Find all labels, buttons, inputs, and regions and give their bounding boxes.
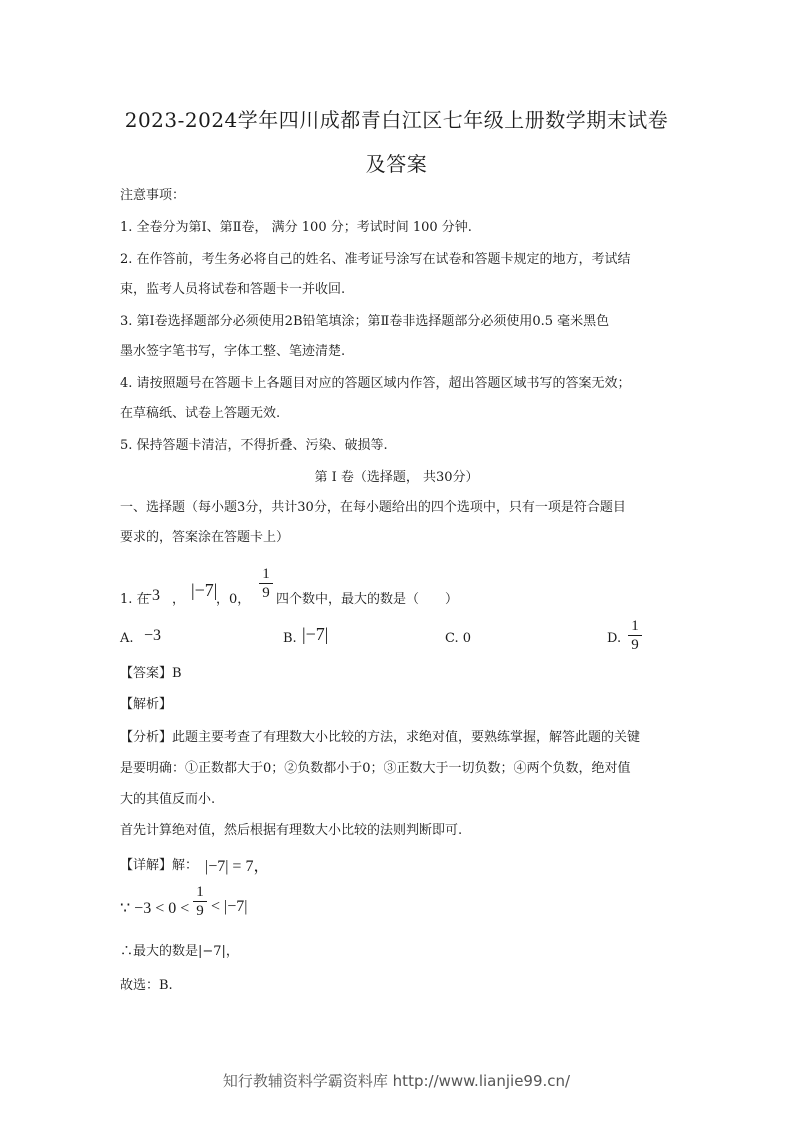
notice-item-5: 5. 保持答题卡清洁，不得折叠、污染、破损等. bbox=[120, 438, 388, 453]
therefore-line: ∴最大的数是|−7|， bbox=[120, 944, 239, 959]
analysis-heading: 【解析】 bbox=[120, 697, 173, 712]
page-title-line2: 及答案 bbox=[365, 152, 428, 176]
analysis-line-4: 首先计算绝对值，然后根据有理数大小比较的法则判断即可. bbox=[120, 823, 463, 838]
because-expression: ∵ −3 < 0 < bbox=[120, 900, 190, 917]
option-d-label: D. bbox=[607, 631, 622, 646]
choice-line: 故选：B. bbox=[120, 978, 173, 993]
fraction-numerator: 1 bbox=[262, 566, 270, 582]
question-1-comma-zero: ，0， bbox=[216, 592, 251, 607]
option-b-value: |−7| bbox=[302, 624, 329, 644]
because-expression-end: < |−7| bbox=[211, 898, 248, 915]
fraction-numerator: 1 bbox=[196, 884, 204, 900]
fraction-bar bbox=[193, 901, 207, 902]
fraction-numerator: 1 bbox=[631, 618, 639, 634]
question-1-abs: |−7| bbox=[191, 580, 218, 600]
question-1-num-neg3: −3 bbox=[143, 587, 161, 604]
notice-item-2a: 2. 在作答前，考生务必将自己的姓名、准考证号涂写在试卷和答题卡规定的地方，考试结 bbox=[120, 252, 631, 267]
question-1-prefix: 1. 在 bbox=[120, 592, 150, 607]
fraction-bar bbox=[259, 583, 273, 584]
fraction-denominator: 9 bbox=[262, 585, 270, 601]
notice-heading: 注意事项： bbox=[120, 188, 186, 203]
option-c: C. 0 bbox=[445, 631, 472, 646]
answer-line: 【答案】B bbox=[120, 666, 182, 681]
option-a-label: A. bbox=[120, 631, 134, 646]
analysis-line-3: 大的其值反而小. bbox=[120, 792, 216, 807]
fraction-denominator: 9 bbox=[196, 903, 204, 919]
analysis-line-2: 是要明确：①正数都大于0；②负数都小于0；③正数大于一切负数；④两个负数，绝对值 bbox=[120, 761, 631, 776]
fraction-bar bbox=[628, 635, 642, 636]
because-fraction bbox=[193, 884, 207, 919]
analysis-line-1: 【分析】此题主要考查了有理数大小比较的方法，求绝对值，要熟练掌握，解答此题的关键 bbox=[120, 730, 641, 745]
notice-item-3a: 3. 第Ⅰ卷选择题部分必须使用2B铅笔填涂；第Ⅱ卷非选择题部分必须使用0.5 毫米黑色 bbox=[120, 314, 610, 329]
option-b-label: B. bbox=[283, 631, 297, 646]
fraction-denominator: 9 bbox=[631, 637, 639, 653]
question-1-fraction bbox=[259, 566, 273, 601]
notice-item-4b: 在草稿纸、试卷上答题无效. bbox=[120, 406, 281, 421]
notice-item-1: 1. 全卷分为第Ⅰ、第Ⅱ卷， 满分 100 分；考试时间 100 分钟. bbox=[120, 220, 472, 235]
question-1-stem: 四个数中，最大的数是（ ） bbox=[276, 592, 459, 607]
detail-equation: |−7| = 7， bbox=[205, 858, 270, 875]
section-title: 第 Ⅰ 卷（选择题， 共30分） bbox=[314, 470, 479, 485]
part1-instructions-cont: 要求的，答案涂在答题卡上） bbox=[120, 530, 290, 545]
option-d-fraction bbox=[628, 618, 642, 653]
detail-prefix: 【详解】解： bbox=[120, 858, 199, 873]
footer-watermark: 知行教辅资料学霸资料库 http://www.lianjie99.cn/ bbox=[222, 1072, 571, 1090]
part1-instructions: 一、选择题（每小题3分，共计30分，在每小题给出的四个选项中，只有一项是符合题目 bbox=[120, 500, 626, 515]
page-title: 2023-2024学年四川成都青白江区七年级上册数学期末试卷 bbox=[124, 108, 669, 132]
option-a-value: −3 bbox=[144, 627, 162, 644]
notice-item-4a: 4. 请按照题号在答题卡上各题目对应的答题区域内作答，超出答题区域书写的答案无效； bbox=[120, 376, 631, 391]
notice-item-3b: 墨水签字笔书写，字体工整、笔迹清楚. bbox=[120, 344, 346, 359]
question-1-comma: ， bbox=[172, 592, 186, 607]
notice-item-2b: 束，监考人员将试卷和答题卡一并收回. bbox=[120, 282, 346, 297]
